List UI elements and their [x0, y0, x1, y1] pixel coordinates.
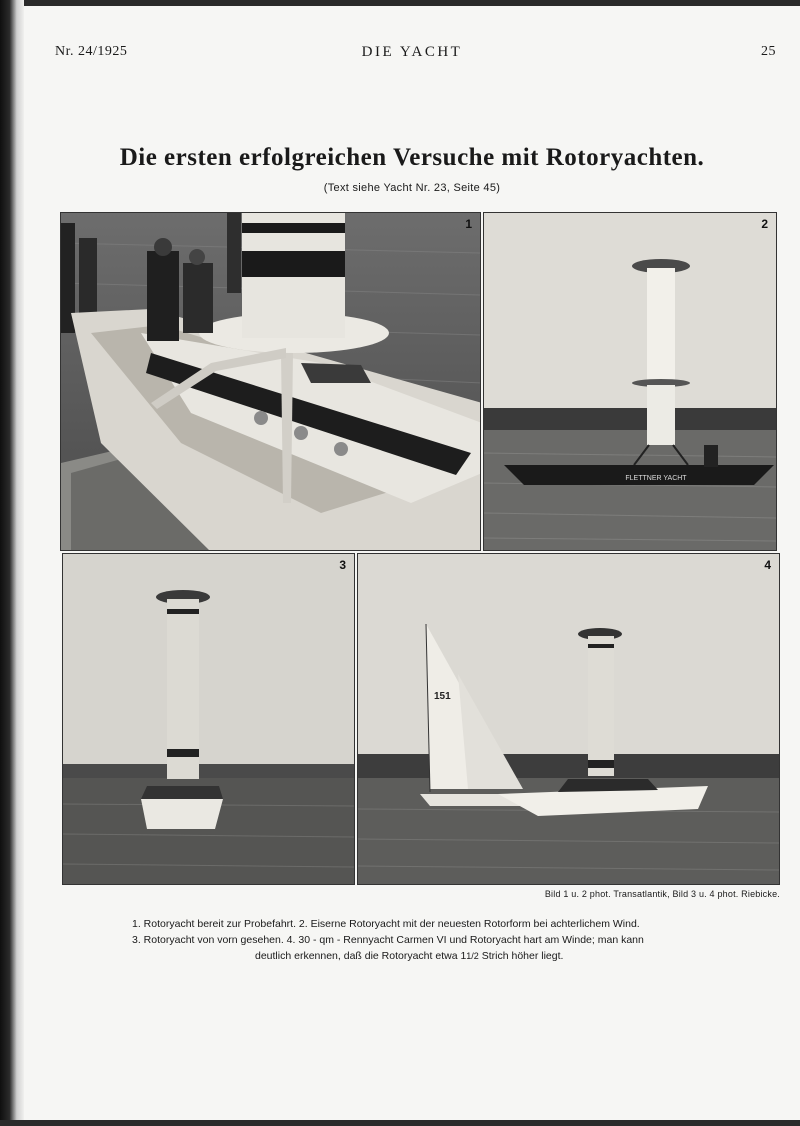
- caption-line-3: [255, 948, 563, 964]
- photo-3-image: [63, 554, 355, 885]
- photo-1-number: 1: [465, 217, 472, 231]
- scan-bottom-edge: [0, 1120, 800, 1126]
- photo-4: [357, 553, 780, 885]
- photo-1-image: [61, 213, 481, 551]
- magazine-page: [24, 6, 800, 1120]
- photo-4-sail-number: 151: [434, 691, 451, 702]
- photo-3-number: 3: [339, 558, 346, 572]
- photo-2-number: 2: [761, 217, 768, 231]
- caption-line-1: 1. Rotoryacht bereit zur Probefahrt. 2. Eiserne Rotoryacht mit der neuesten Rotorform bei achterlichem Wind.: [132, 918, 640, 930]
- photo-2-image: [484, 213, 777, 551]
- magazine-title: DIE YACHT: [361, 44, 463, 60]
- caption-line-3-start: deutlich erkennen, daß die Rotoryacht etwa 1: [255, 950, 467, 962]
- issue-number: Nr. 24/1925: [55, 44, 128, 59]
- photo-1: [60, 212, 481, 551]
- photo-4-image: [358, 554, 780, 885]
- caption-line-2: 3. Rotoryacht von vorn gesehen. 4. 30 - qm - Rennyacht Carmen VI und Rotoryacht hart am Winde; man kann: [132, 934, 644, 946]
- article-title: Die ersten erfolgreichen Versuche mit Rotoryachten.: [119, 144, 705, 171]
- article-subtitle: (Text siehe Yacht Nr. 23, Seite 45): [323, 182, 501, 194]
- caption-fraction: 1/2: [466, 951, 479, 961]
- photo-3: [62, 553, 355, 885]
- page-number: 25: [761, 44, 776, 59]
- photo-2-hull-lettering: FLETTNER YACHT: [625, 475, 687, 482]
- photo-4-number: 4: [764, 558, 771, 572]
- photo-credit: Bild 1 u. 2 phot. Transatlantik, Bild 3 u. 4 phot. Riebicke.: [544, 889, 780, 899]
- photo-2: [483, 212, 777, 551]
- book-spine: [0, 0, 24, 1126]
- caption-line-3-end: Strich höher liegt.: [478, 950, 564, 962]
